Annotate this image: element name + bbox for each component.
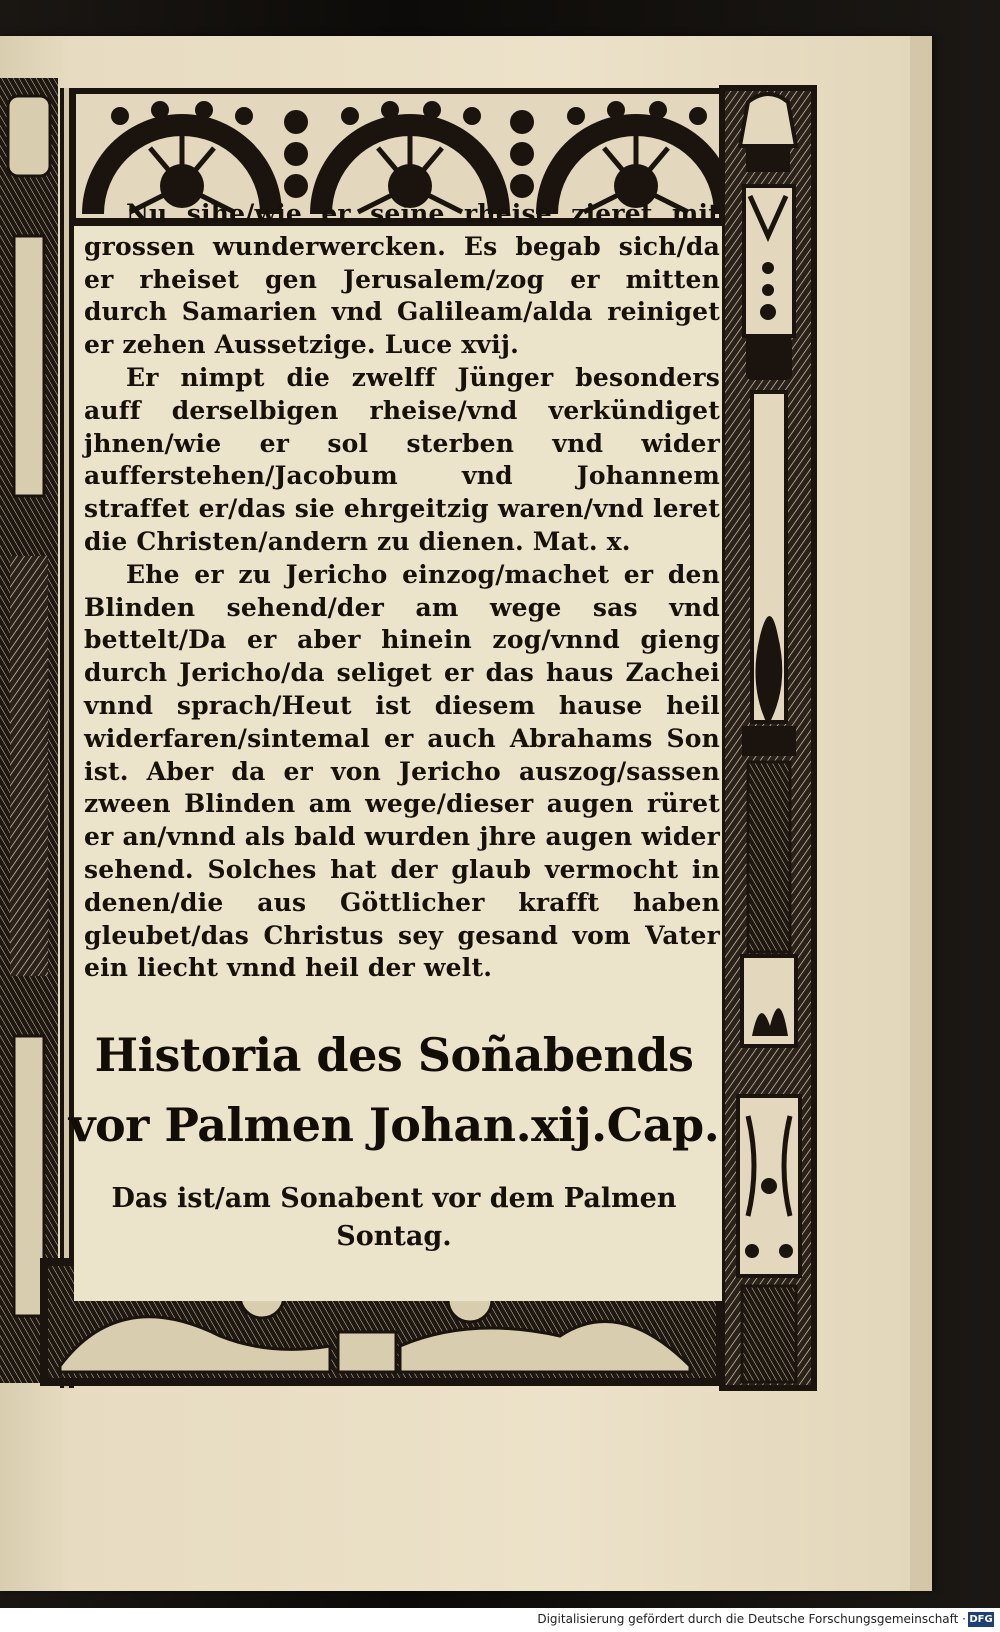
- paragraph-1: Nu sihe/wie er seine rheise zieret mit grossen wunderwercken. Es begab sich/da er rheiset gen Jerusalem/zog er mitten durch Samarien vnd Galileam/alda reiniget er zehen Aussetzige. Luce xvij.: [84, 199, 720, 360]
- dfg-logo: DFG: [969, 1614, 993, 1625]
- footer-bar: [0, 1608, 1000, 1632]
- left-edge-ornament: [0, 78, 58, 1383]
- heading-line-2: vor Palmen Johan.xij.Cap.: [68, 1098, 720, 1152]
- section-subheading: Das ist/am Sonabent vor dem Palmen Sontag.: [111, 1183, 677, 1252]
- funding-credit: Digitalisierung gefördert durch die Deutsche Forschungsgemeinschaft ·: [537, 1612, 966, 1626]
- heading-line-1: Historia des Soñabends: [94, 1028, 694, 1082]
- paragraph-2: Er nimpt die zwelff Jünger besonders auff derselbigen rheise/vnd verkündiget jhnen/wie er sol sterben vnd wider aufferstehen/Jacobum vnd Johannem straffet er/das sie ehrgeitzig waren/vnd leret die Christen/andern zu dienen. Mat. x.: [84, 362, 720, 556]
- section-heading: [64, 1020, 724, 1160]
- body-text: [84, 198, 720, 985]
- paragraph-3: Ehe er zu Jericho einzog/machet er den Blinden sehend/der am wege sas vnd bettelt/Da er aber hinein zog/vnnd gieng durch Jericho/da seliget er das haus Zachei vnnd sprach/Heut ist diesem hause heil widerfaren/sintemal er auch Abrahams Son ist. Aber da er von Jericho auszog/sassen zween Blinden am wege/dieser augen rüret er an/vnnd als bald wurden jhre augen wider sehend. Solches hat der glaub vermocht in denen/die aus Göttlicher krafft haben gleubet/das Christus sey gesand vom Vater ein liecht vnnd heil der welt.: [84, 559, 720, 983]
- right-column: [722, 88, 814, 1388]
